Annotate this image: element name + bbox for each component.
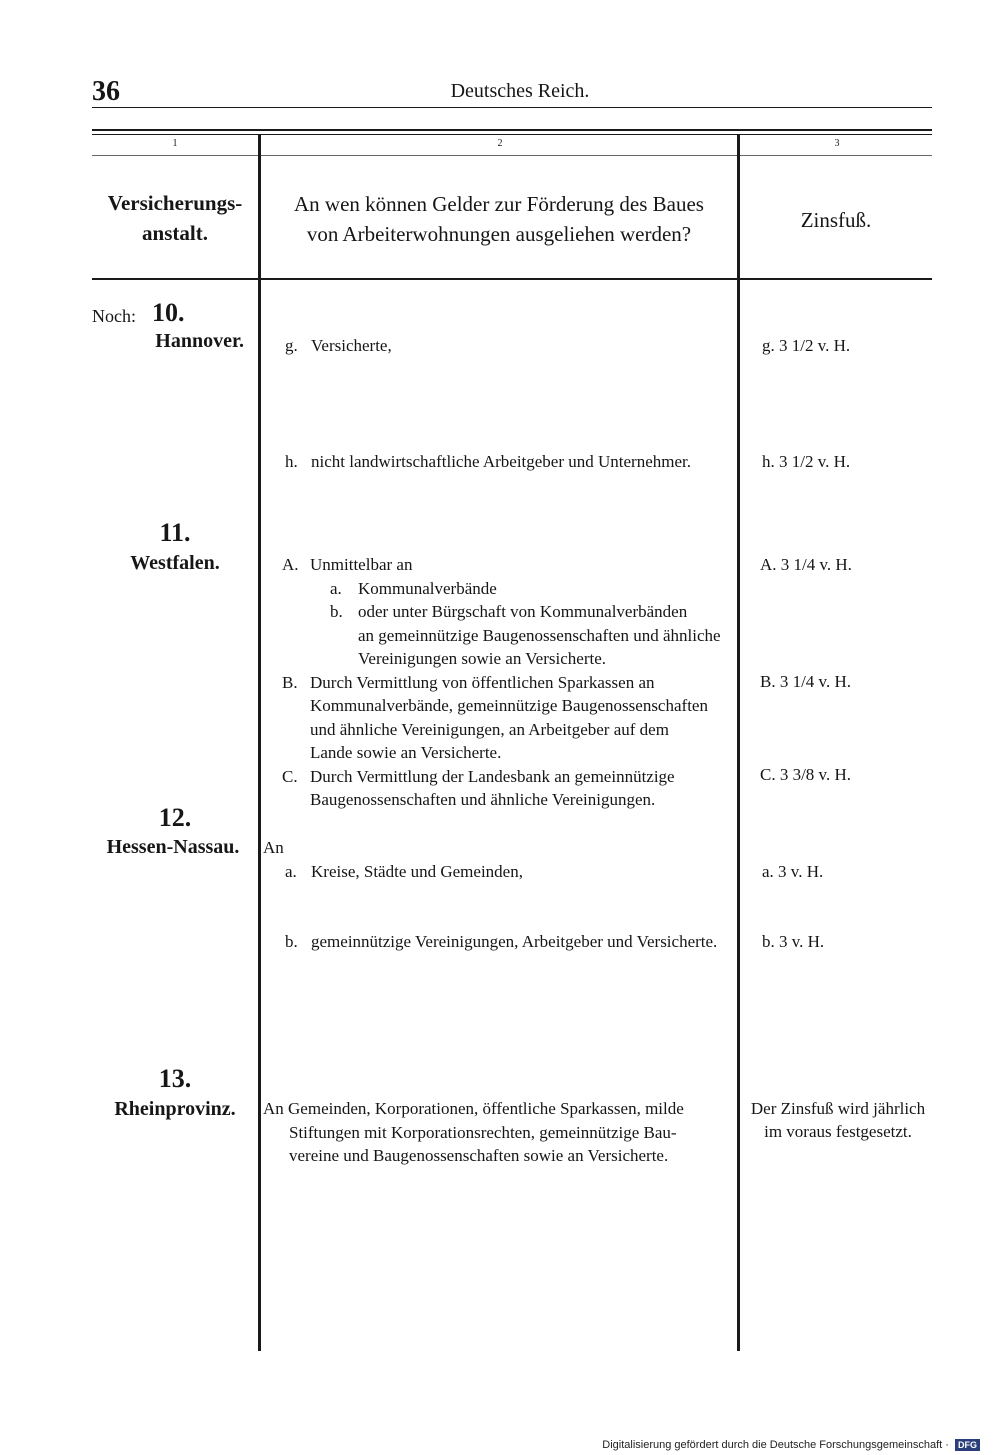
entry-row: C. Durch Vermittlung der Landesbank an gemeinnützige: [282, 766, 675, 786]
column-header-recipients: An wen können Gelder zur Förderung des Baues von Arbeiterwohnungen ausgeliehen werden?: [294, 192, 704, 246]
entry-row: b. gemeinnützige Vereinigungen, Arbeitgeber und Versicherte.: [285, 932, 718, 951]
entry-row: a. Kreise, Städte und Gemeinden,: [285, 862, 523, 881]
column-number-3: 3: [834, 138, 840, 149]
column-number-1: 1: [172, 138, 178, 149]
entry-row: Vereinigungen sowie an Versicherte.: [358, 649, 606, 668]
column-number-rule: [92, 155, 932, 156]
running-title: Deutsches Reich.: [450, 80, 590, 102]
dfg-logo-icon: DFG: [955, 1439, 980, 1451]
entry-row: Lande sowie an Versicherte.: [310, 743, 502, 762]
table-top-rule-thick: [92, 129, 932, 131]
column-header-interest-rate: Zinsfuß.: [800, 208, 872, 232]
interest-rate: a. 3 v. H.: [762, 862, 824, 881]
interest-rate: C. 3 3/8 v. H.: [760, 765, 851, 784]
column-header-institution: Versicherungs- anstalt.: [107, 191, 243, 245]
entry-row: Kommunalverbände, gemeinnützige Baugenossenschaften: [310, 696, 708, 715]
institution-name: Westfalen.: [130, 552, 220, 574]
entry-row: An: [263, 838, 284, 857]
institution-name: Hessen-Nassau.: [106, 836, 240, 858]
header-rule: [92, 107, 932, 108]
column-divider-2: [737, 134, 740, 1351]
entry-row: und ähnliche Vereinigungen, an Arbeitgeber auf dem: [310, 719, 669, 739]
entry-row: Baugenossenschaften und ähnliche Vereinigungen.: [310, 790, 656, 809]
column-divider-1: [258, 134, 261, 1351]
institution-number: 10.: [152, 298, 185, 327]
entry-row: An Gemeinden, Korporationen, öffentliche Sparkassen, milde: [263, 1099, 684, 1118]
interest-rate: g. 3 1/2 v. H.: [762, 336, 851, 355]
digitization-credit: Digitalisierung gefördert durch die Deutsche Forschungsgemeinschaft · DFG: [602, 1439, 980, 1451]
entry-block-westfalen: [282, 553, 734, 812]
column-number-2: 2: [497, 138, 503, 149]
table-top-rule-thin: [92, 134, 932, 135]
interest-rate-note: Der Zinsfuß wird jährlich im voraus festgesetzt.: [750, 1099, 926, 1141]
interest-rate: b. 3 v. H.: [762, 932, 825, 951]
page-number: 36: [92, 76, 120, 107]
institution-number: 11.: [159, 518, 191, 547]
entry-row: vereine und Baugenossenschaften sowie an Versicherte.: [289, 1146, 669, 1165]
entry-row: b. oder unter Bürgschaft von Kommunalverbänden: [330, 602, 688, 621]
entry-block-rheinprovinz: [263, 1097, 733, 1168]
entry-row: g. Versicherte,: [285, 336, 392, 355]
entry-row: h. nicht landwirtschaftliche Arbeitgeber und Unternehmer.: [285, 452, 692, 471]
interest-rate: B. 3 1/4 v. H.: [760, 672, 851, 691]
institution-name: Hannover.: [155, 330, 244, 352]
continuation-prefix: Noch:: [92, 306, 136, 326]
interest-rate: h. 3 1/2 v. H.: [762, 452, 851, 471]
institution-number: 12.: [158, 803, 192, 832]
institution-name: Rheinprovinz.: [114, 1098, 236, 1120]
entry-row: A. Unmittelbar an: [282, 555, 413, 574]
institution-hannover: [92, 298, 258, 353]
entry-row: a. Kommunalverbände: [330, 578, 497, 598]
header-bottom-rule: [92, 278, 932, 280]
interest-rate: A. 3 1/4 v. H.: [760, 555, 852, 574]
entry-row: B. Durch Vermittlung von öffentlichen Sparkassen an: [282, 672, 655, 692]
entry-row: Stiftungen mit Korporationsrechten, gemeinnützige Bau-: [289, 1122, 677, 1142]
institution-number: 13.: [158, 1064, 192, 1093]
entry-row: an gemeinnützige Baugenossenschaften und ähnliche: [358, 625, 721, 645]
